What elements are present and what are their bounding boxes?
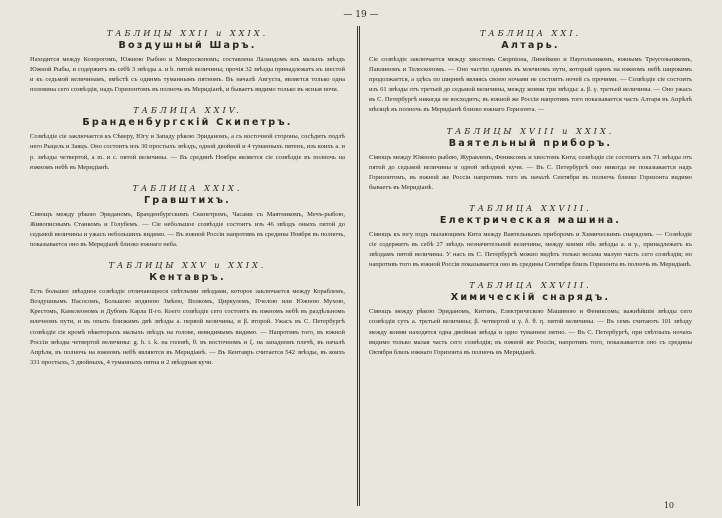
section-title: ТАБЛИЦА XXIV. — [133, 105, 242, 116]
footer-number: 10 — [663, 501, 674, 510]
section-title: ТАБЛИЦА XXVIII. — [469, 202, 592, 213]
section-title: ТАБЛИЦЫ XXII и XXIX. — [106, 28, 269, 38]
section-title: ТАБЛИЦА XXVIII. — [469, 280, 592, 291]
column-divider — [357, 26, 360, 506]
page-number: — 19 — — [343, 10, 379, 20]
constellation-name: Химическій снарядъ. — [450, 292, 611, 304]
constellation-name: Воздушный Шаръ. — [118, 40, 257, 51]
section-title: ТАБЛИЦЫ XXV и XXIX. — [108, 260, 267, 271]
left-column — [30, 28, 345, 378]
section-electrical-machine — [369, 203, 692, 270]
section-title: ТАБЛИЦА XXI. — [479, 28, 582, 38]
section-text: Сіяющъ къ югу подъ пылающимъ Кита между Ваятельнымъ приборомъ и Химическимъ снарядомъ. — Созвѣздіе сіе содержитъ въ себѣ 27 звѣздъ незначительной величины, между коими объ звѣзды а. и γ., принадлежатъ къ звѣздамъ пятой величины. У насъ въ С. Петербургѣ можно видѣть только весьма малую часть сего созвѣздія; но напротивъ того въ южной Россіи показывается оно въ средины Сентября близъ Горизонта въ полночь въ Меридіанѣ. — [369, 230, 692, 269]
section-title: ТАБЛИЦЫ XVIII и XXIX. — [446, 125, 615, 136]
section-text: Сіе созвѣздіе заключается между хвостомъ Скорпіона, Линейкою и Наугольникомъ, южнымъ Треугольникомъ, Павлиномъ и Телескопомъ. — Оно частію однимъ въ млечномъ пути, который одинъ на южномъ небѣ широкимъ продолжается, а здѣсь по ширинѣ являясь своею ночами не состоитъ ночей съ прочими. — Созвѣздіе сіе состоитъ изъ 61 звѣзды отъ третьей до седьмой величины, между коими три звѣзды: а. β. γ. третьей величины. — Оно ужасъ въ С. Петербургѣ никогда не восходитъ; въ южной же Россіи напротивъ того показывается часть Алтаря въ Апрѣлѣ мѣсяцѣ въ полночь въ Меридіанѣ близко южнаго Горизонта. — — [369, 56, 692, 114]
right-column — [369, 28, 692, 368]
constellation-name: Гравштихъ. — [143, 194, 232, 206]
constellation-name: Електрическая машина. — [439, 214, 622, 226]
section-text: Есть большее звѣздное созвѣздіе отличающееся свѣтлыми звѣздами, которое заключается между Кораблемъ, Воздушнымъ Насосомъ, Большою водяною Змѣею, Волкомъ, Циркулемъ, Пчелою или Южною Мухою, Крестомъ, Камелеономъ и Дубомъ Карла II-го. Коего созвѣздіе сего состоитъ въ южномъ небѣ въ раздѣльномъ млечномъ пути, и въ опыть близкимъ двѣ звѣзды а. первой величины, и β. второй. Ужасъ въ С. Петербургѣ созвѣздіе сіе кромѣ нѣкоторыхъ малыхъ звѣздъ на голове, невидимымъ видимо. — Напротивъ того, въ южной Россіи звѣзды четвертой величины: g. h. i. k. на головѣ, θ. въ восточномъ и ξ. на западномъ плечѣ, въ началѣ Апрѣля, въ полночь на южномъ небѣ являются въ Меридіанѣ. — Въ Кентавръ считается 542 звѣзды, въ коихъ 331 простыхъ, 5 двойныхъ, 4 туманныхъ пятна и 2 звѣздныя кучи. — [30, 288, 345, 366]
section-sculptor — [369, 126, 692, 193]
section-graving-tool — [30, 183, 345, 250]
section-title: ТАБЛИЦА XXIX. — [132, 182, 243, 193]
constellation-name: Бранденбургскій Скипетръ. — [82, 117, 293, 129]
section-air-balloon — [30, 28, 345, 95]
section-centaur — [30, 260, 345, 368]
constellation-name: Ваятельный приборъ. — [448, 137, 613, 149]
section-chemical-furnace — [369, 280, 692, 357]
section-altar — [369, 28, 692, 116]
section-brandenburg-sceptre — [30, 105, 345, 172]
section-text: Сіяющъ между Южною рыбою, Журавлемъ, Фениксомъ и хвостомъ Кита; созвѣздіе сіе состоитъ изъ 71 звѣзды отъ пятой до седьмой величины и одной звѣздной кучи. — Въ С. Петербургѣ оно никогда не показывается надъ Горизонтомъ, въ южной же Россіи напротивъ того въ началѣ Сентября въ полночь близко Горизонта видимо бываетъ въ Меридіанѣ. — [369, 153, 692, 191]
section-text: Сіяющъ между рѣкою Эриданомъ, Бранденбургскимъ Скипетромъ, Часами съ Маятникомъ, Мечъ-рыбою, Живописнымъ Станкомъ и Голубемъ. — Сіе небольшое созвѣздіе состоитъ изъ 46 звѣздъ оныхъ пятой до седьмой величины и ужасъ небольшихъ видимо. — Въ южной Россіи напротивъ въ средины Ноября въ полночь, показывается оно въ Меридіанѣ близко южнаго неба. — [30, 210, 345, 249]
section-text: Созвѣздіе сіе заключается къ Сѣверу, Югу и Западу рѣкою Эриданомъ, а съ восточной стороны, сосѣдить подлѣ него Рыцель и Заяцъ. Оно состоитъ изъ 30 простыхъ звѣздъ, одной двойной и 4 туманныхъ пятенъ, изъ коихъ а. и р. звѣзды четвертой, а m. и c. пятой величины. — Въ срединѣ Ноября является сіе созвѣздіе въ полночь на южномъ небѣ въ Меридіанѣ. — [30, 133, 345, 171]
section-text: Находится между Козерогомъ, Южною Рыбою и Микроскопомъ; составлена Лаландомъ изъ малыхъ звѣздъ Южной Рыбы, и содержитъ въ себѣ 3 звѣзды а. и b. пятой величины; прочія 32 звѣзды принадлежатъ къ шестой и къ седьмой величинамъ, вмѣстѣ съ одинмъ туманнымъ пятномъ. Въ началѣ Августа, является только одна половина сего созвѣздія, надъ Горизонтомъ въ полночь въ Меридіанѣ, и бываетъ видимо только въ ясныя ночи. — [30, 56, 345, 94]
constellation-name: Кентавръ. — [149, 272, 226, 284]
constellation-name: Алтарь. — [501, 40, 560, 51]
section-text: Сіяющъ между рѣкою Эриданомъ, Китомъ, Електрическою Машиною и Фениксомъ; важнѣйшія звѣзды сего созвѣздія суть а. третьей величины; β. четвертой и γ. δ. θ. η. пятой величины. — Въ семъ считаютъ 101 звѣзду между коими находятся одна двойная звѣзда и одно туманное пятно. — Въ С. Петербургѣ, при свѣтлыхъ ночахъ видимо только малая часть сего созвѣздія; въ южной же Россіи, напротивъ того, показывается оно съ средины Октября близъ южнаго Горизонта въ полночь въ Меридіанѣ. — [369, 308, 692, 356]
